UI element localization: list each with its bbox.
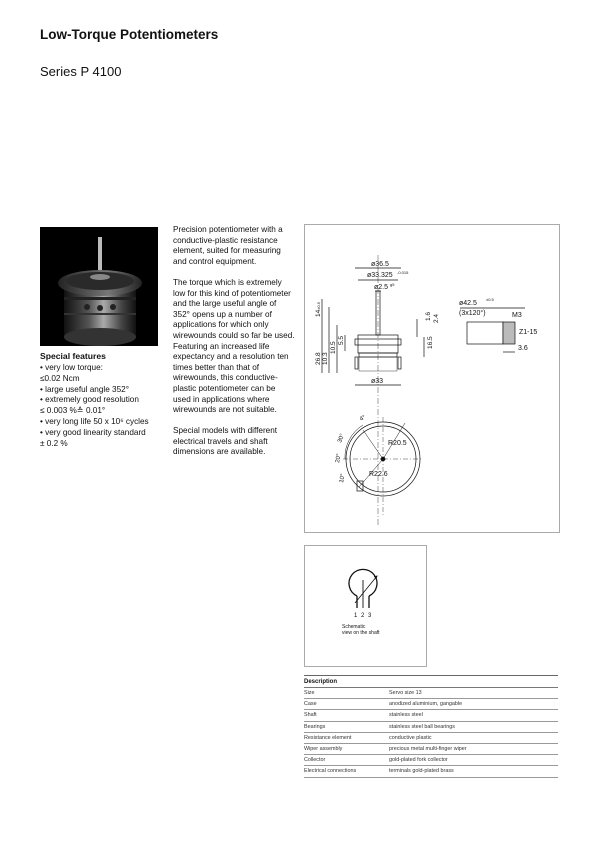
dim-165: 16.5 bbox=[427, 336, 434, 349]
schematic-diagram bbox=[304, 545, 427, 667]
table-row bbox=[304, 699, 558, 710]
features-heading: Special features bbox=[40, 351, 106, 361]
dim-14-value: 14 bbox=[315, 309, 322, 317]
ang-30: 30° bbox=[337, 433, 346, 444]
dim-d425-tol: ±0.5 bbox=[486, 297, 494, 302]
dim-14 bbox=[315, 301, 322, 317]
ang-4: 4° bbox=[359, 414, 367, 423]
table-row bbox=[304, 722, 558, 733]
feature-item: • very long life 50 x 10⁶ cycles bbox=[40, 416, 149, 426]
body-paragraph: The torque which is extremely low for this kind of potentiometer and the large useful angle of 352° opens up a number of applications for which only wirewounds could so far be used. Featuring an increased life expectancy and a resolution ten times better than that of wirewounds, this conductive-plastic potentiometer can be used in applications where wirewounds are not suitable. bbox=[173, 277, 295, 415]
pin-1: 1 bbox=[354, 613, 358, 619]
dim-24: 2.4 bbox=[433, 313, 440, 323]
dim-d33325-tol: -0.015 bbox=[397, 270, 409, 275]
dim-16: 1.6 bbox=[425, 311, 432, 321]
row-key: Collector bbox=[304, 757, 326, 764]
dim-3x120: (3x120°) bbox=[459, 310, 486, 317]
dim-103: 10.3 bbox=[322, 352, 329, 365]
schematic-caption-2: view on the shaft bbox=[342, 630, 380, 636]
pin-2: 2 bbox=[361, 613, 365, 619]
ang-20: 20° bbox=[335, 453, 343, 464]
row-key: Bearings bbox=[304, 723, 326, 730]
table-row bbox=[304, 733, 558, 744]
description-body bbox=[173, 225, 295, 469]
dim-d365: ø36.5 bbox=[371, 261, 389, 268]
schematic-caption-1: Schematic bbox=[342, 624, 366, 630]
dim-14-tol: ±0.5 bbox=[316, 302, 321, 310]
feature-item: • extremely good resolution bbox=[40, 395, 139, 405]
dim-r205: R20.5 bbox=[388, 440, 407, 447]
features-list bbox=[40, 363, 170, 449]
description-table bbox=[304, 675, 558, 778]
row-key: Resistance element bbox=[304, 734, 352, 741]
dim-d425: ø42.5 bbox=[459, 300, 477, 307]
row-value: conductive plastic bbox=[389, 734, 432, 741]
row-key: Case bbox=[304, 701, 317, 708]
dim-55: 5.5 bbox=[338, 335, 345, 345]
row-key: Shaft bbox=[304, 712, 317, 719]
row-key: Wiper assembly bbox=[304, 746, 343, 753]
feature-item: ± 0.2 % bbox=[40, 438, 68, 448]
dim-105: 10.5 bbox=[330, 341, 337, 354]
table-row bbox=[304, 688, 558, 699]
table-row bbox=[304, 744, 558, 755]
body-paragraph: Precision potentiometer with a conductive-plastic resistance element, suited for measuring and control equipment. bbox=[173, 225, 283, 266]
feature-item: ≤ 0.003 %≙ 0.01° bbox=[40, 406, 106, 416]
dim-z115: Z1-15 bbox=[519, 329, 538, 336]
row-value: gold-plated fork collector bbox=[389, 757, 448, 764]
row-value: terminals gold-plated brass bbox=[389, 768, 454, 775]
row-key: Electrical connections bbox=[304, 768, 357, 775]
row-value: stainless steel ball bearings bbox=[389, 723, 455, 730]
row-value: stainless steel bbox=[389, 712, 423, 719]
table-row bbox=[304, 710, 558, 721]
table-row bbox=[304, 766, 558, 777]
row-key: Size bbox=[304, 690, 315, 697]
dim-d25-tol: g5 bbox=[390, 282, 395, 287]
dim-m3: M3 bbox=[512, 312, 522, 319]
page-title: Low-Torque Potentiometers bbox=[40, 27, 219, 42]
dim-d33325: ø33.325 bbox=[367, 272, 393, 279]
feature-item: ≤0.02 Ncm bbox=[40, 373, 80, 383]
dim-36: 3.6 bbox=[518, 345, 528, 352]
row-value: anodized aluminium, gangable bbox=[389, 701, 463, 708]
row-value: precious metal multi-finger wiper bbox=[389, 746, 467, 753]
series-subtitle: Series P 4100 bbox=[40, 64, 122, 79]
feature-item: • very low torque: bbox=[40, 363, 103, 372]
dim-d33: ø33 bbox=[371, 378, 384, 385]
dim-r226: R22.6 bbox=[369, 471, 388, 478]
table-row bbox=[304, 755, 558, 766]
body-paragraph: Special models with different electrical travels and shaft dimensions are available. bbox=[173, 426, 278, 457]
ang-10: 10° bbox=[339, 473, 347, 484]
dim-d25: ø2.5 bbox=[374, 284, 389, 291]
dim-268: 26.8 bbox=[315, 352, 322, 365]
feature-item: • very good linearity standard bbox=[40, 427, 146, 437]
table-heading: Description bbox=[304, 675, 558, 688]
product-photo bbox=[40, 227, 158, 346]
feature-item: • large useful angle 352° bbox=[40, 384, 129, 394]
row-value: Servo size 13 bbox=[389, 690, 422, 697]
pin-3: 3 bbox=[368, 613, 372, 619]
dimension-drawing bbox=[304, 224, 560, 533]
